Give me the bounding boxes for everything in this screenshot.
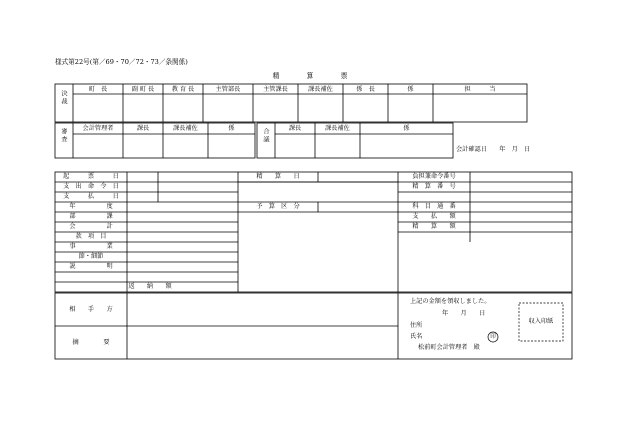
decision-header-mayor: 町 長 — [88, 86, 108, 93]
label-account-serial: 科 目 通 番 — [412, 203, 456, 210]
seal-mark: 印 — [490, 334, 496, 340]
receipt-addressee: 松前町会計管理者 殿 — [418, 344, 480, 351]
label-counterparty: 相 手 方 — [69, 306, 113, 313]
decision-header-assistant: 課長補佐 — [308, 86, 333, 93]
decision-header-superintendent: 教 育 長 — [171, 86, 195, 93]
decision-header-person-in-charge: 担 当 — [464, 86, 496, 93]
revenue-stamp-label: 収入印紙 — [528, 318, 554, 325]
receipt-name-label: 氏名 — [410, 333, 423, 340]
label-project: 事 業 — [69, 243, 113, 250]
review-header-accounting-manager: 会計管理者 — [82, 125, 114, 132]
label-fiscal-year: 年 度 — [69, 203, 113, 210]
receipt-date-line: 年 月 日 — [442, 310, 486, 317]
label-settle-amount: 精 算 額 — [412, 223, 456, 230]
decision-header-chief: 係 長 — [356, 86, 375, 93]
label-burden-order-number: 負担兼命令番号 — [412, 173, 456, 180]
label-payment-date: 支 払 日 — [63, 193, 119, 200]
label-description: 説 明 — [69, 263, 113, 270]
review-label: 審査 — [60, 128, 67, 145]
form-title: 精 算 票 — [272, 72, 348, 80]
review-header-section-head: 課長 — [136, 125, 150, 132]
label-settle-number: 精 算 番 号 — [412, 183, 456, 190]
receipt-statement: 上記の金額を領収しました。 — [410, 298, 491, 305]
consult-header-section-head: 課長 — [288, 125, 302, 132]
form-number: 様式第22号(第／69・70／72・73／条関係) — [55, 58, 188, 66]
label-summary: 摘 要 — [72, 339, 110, 346]
decision-header-deputy-mayor: 副 町 長 — [131, 86, 155, 93]
label-budget-class: 予 算 区 分 — [256, 203, 300, 210]
consult-header-assistant: 課長補佐 — [325, 125, 350, 132]
accounting-confirm-date: 会計確認日 年 月 日 — [456, 146, 531, 153]
review-header-staff: 係 — [228, 125, 235, 132]
review-header-assistant: 課長補佐 — [173, 125, 198, 132]
consult-header-staff: 係 — [403, 125, 410, 132]
decision-header-staff: 係 — [407, 86, 414, 93]
label-account: 会 計 — [69, 223, 113, 230]
label-issue-date: 起 票 日 — [63, 173, 119, 180]
label-budget-item: 款 項 目 — [75, 233, 107, 240]
decision-header-dept-head: 主管部長 — [215, 86, 241, 93]
receipt-address-label: 住所 — [410, 322, 423, 329]
decision-header-section-head: 主管課長 — [263, 86, 288, 93]
label-subsection: 節・細節 — [78, 253, 104, 260]
label-payment-amount: 支 払 額 — [412, 213, 456, 220]
label-department: 部 課 — [69, 213, 113, 220]
decision-label: 決裁 — [60, 90, 67, 107]
label-settle-date: 精 算 日 — [256, 173, 300, 180]
consult-label: 合議 — [262, 128, 269, 145]
label-refund-amount: 返 納 額 — [128, 283, 172, 290]
label-payment-order-date: 支 出 命 令 日 — [63, 183, 119, 190]
